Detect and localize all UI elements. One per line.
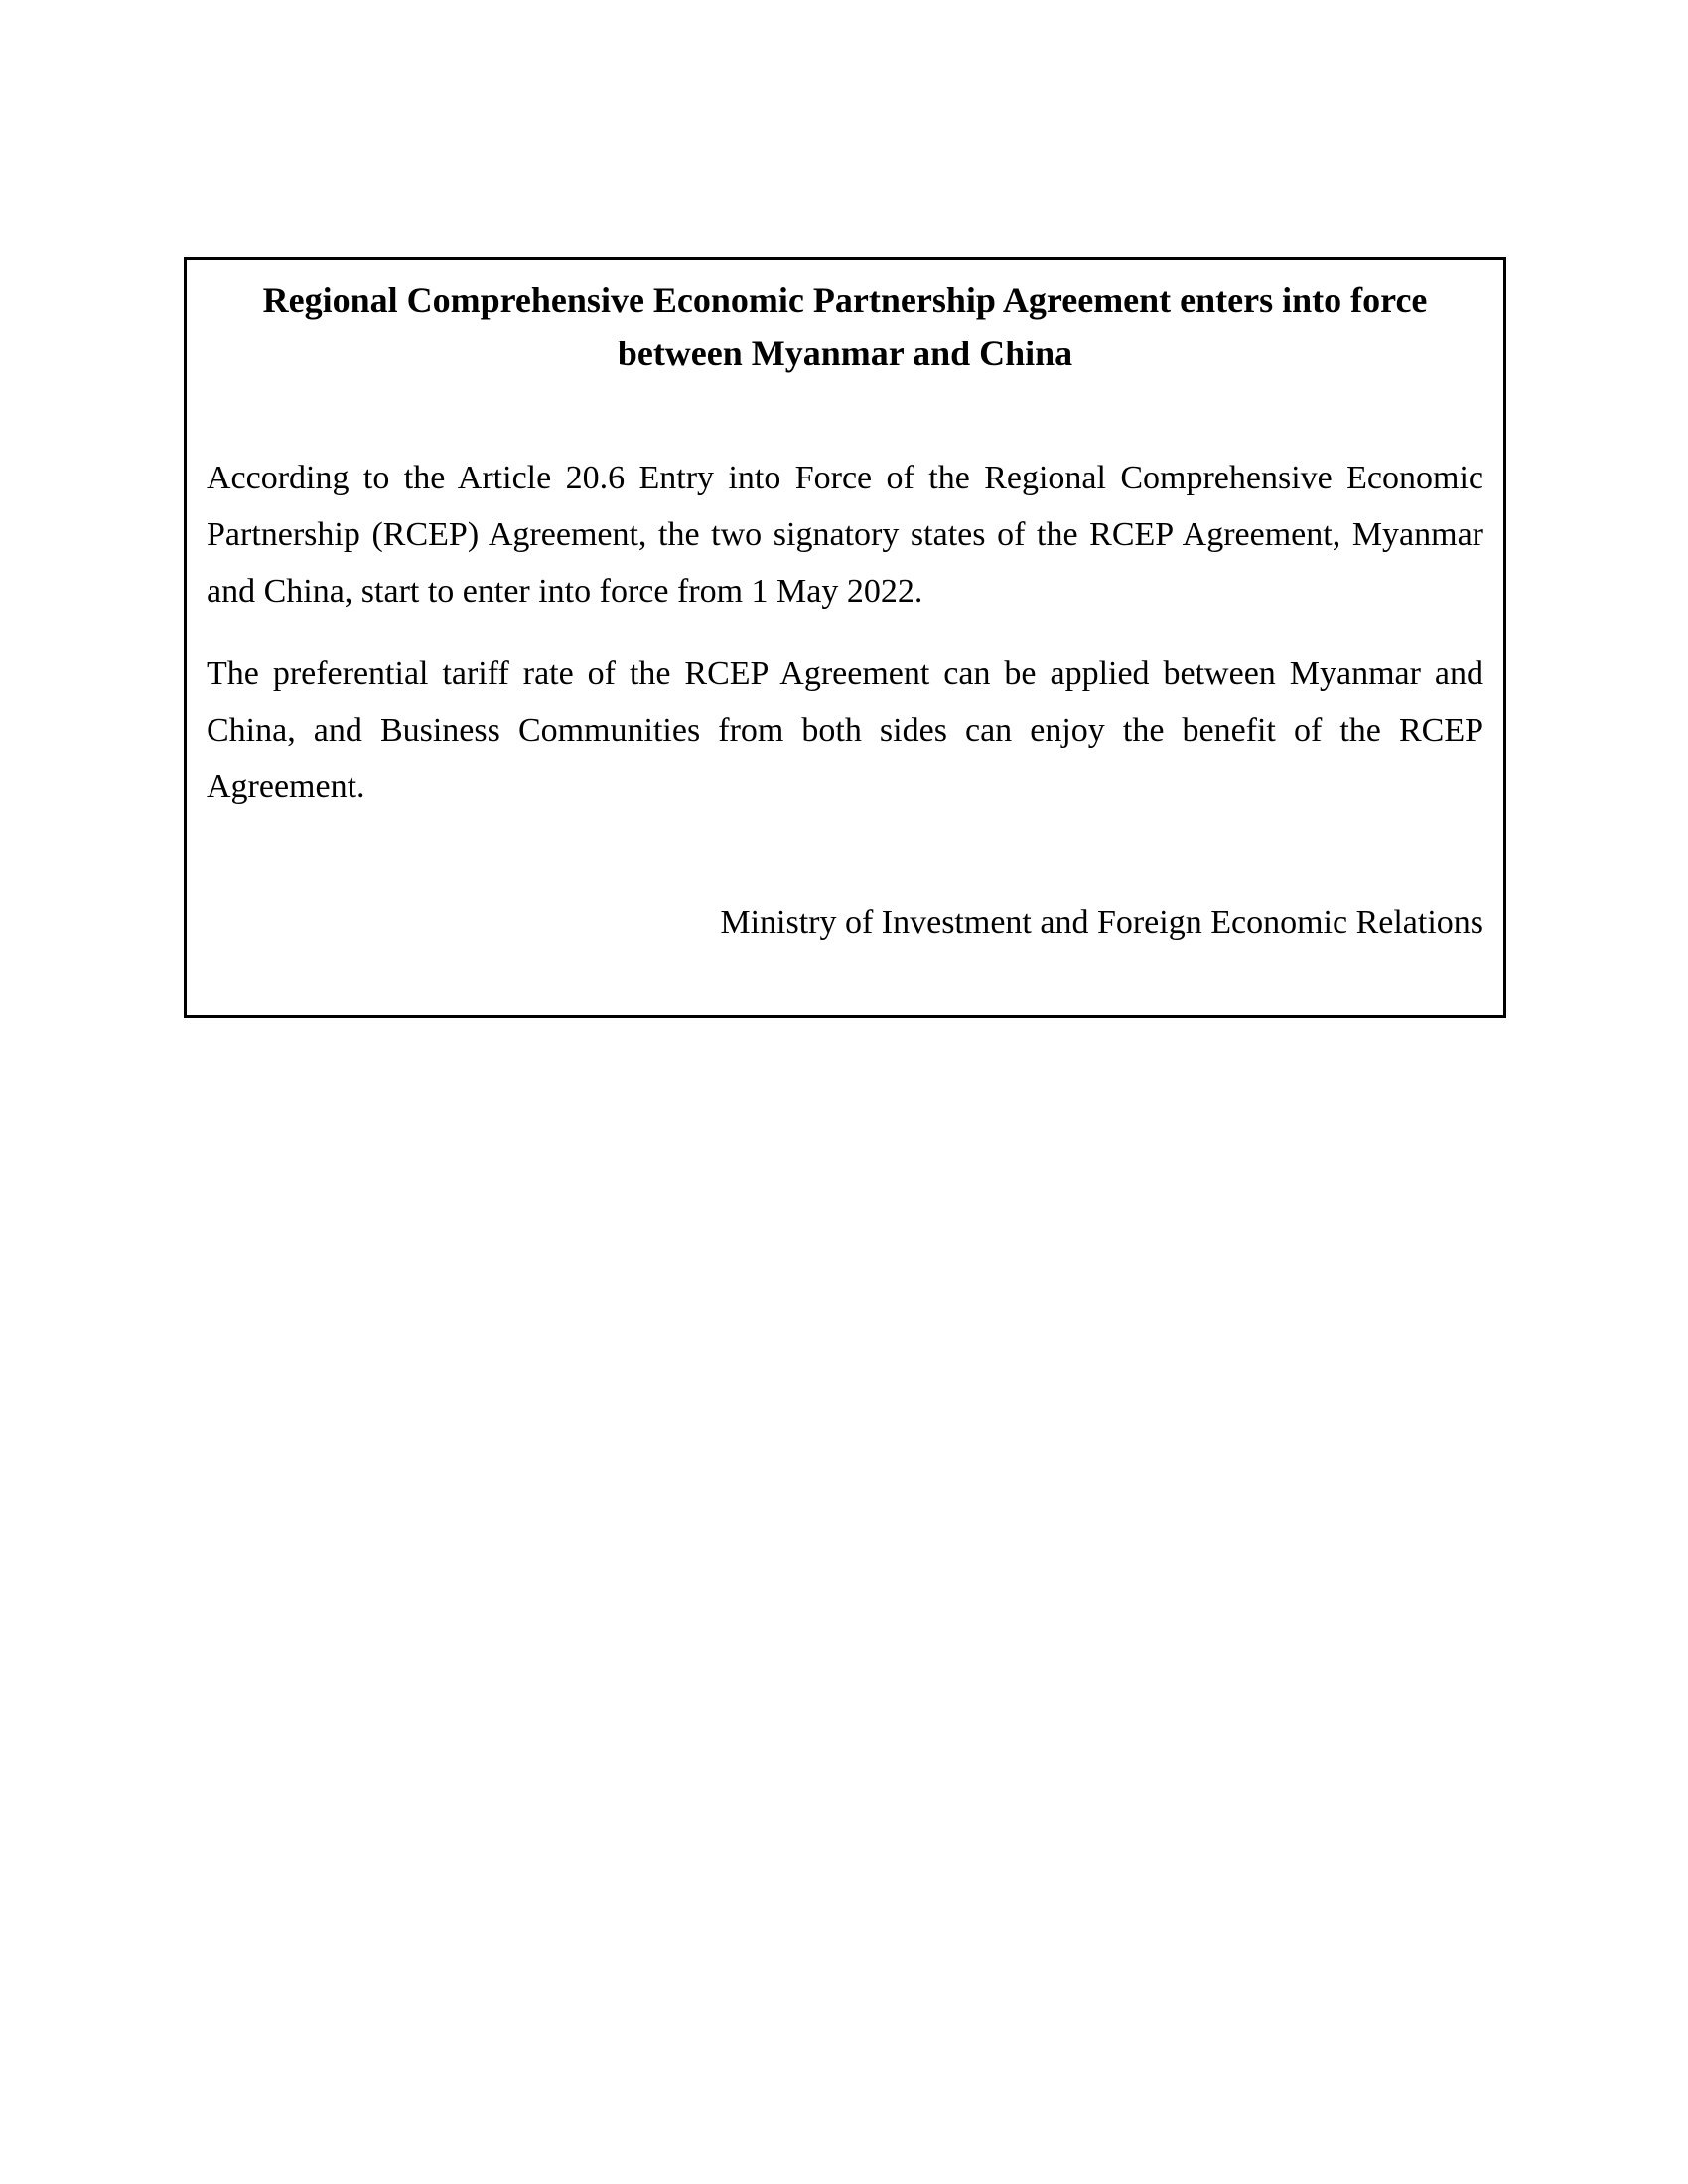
notice-title-line-2: between Myanmar and China	[617, 334, 1073, 373]
notice-title	[207, 273, 1483, 380]
ministry-signature: Ministry of Investment and Foreign Economic Relations	[720, 904, 1483, 941]
notice-title-line-1: Regional Comprehensive Economic Partnership Agreement enters into force	[262, 280, 1428, 320]
notice-paragraph-1: According to the Article 20.6 Entry into Force of the Regional Comprehensive Economic Partnership (RCEP) Agreement, the two signatory states of the RCEP Agreement, Myanmar and China, start to enter into force from 1 May 2022.	[207, 460, 1483, 610]
notice-box	[184, 257, 1506, 1018]
notice-paragraph-2: The preferential tariff rate of the RCEP Agreement can be applied between Myanmar and China, and Business Communities from both sides can enjoy the benefit of the RCEP Agreement.	[207, 655, 1483, 805]
